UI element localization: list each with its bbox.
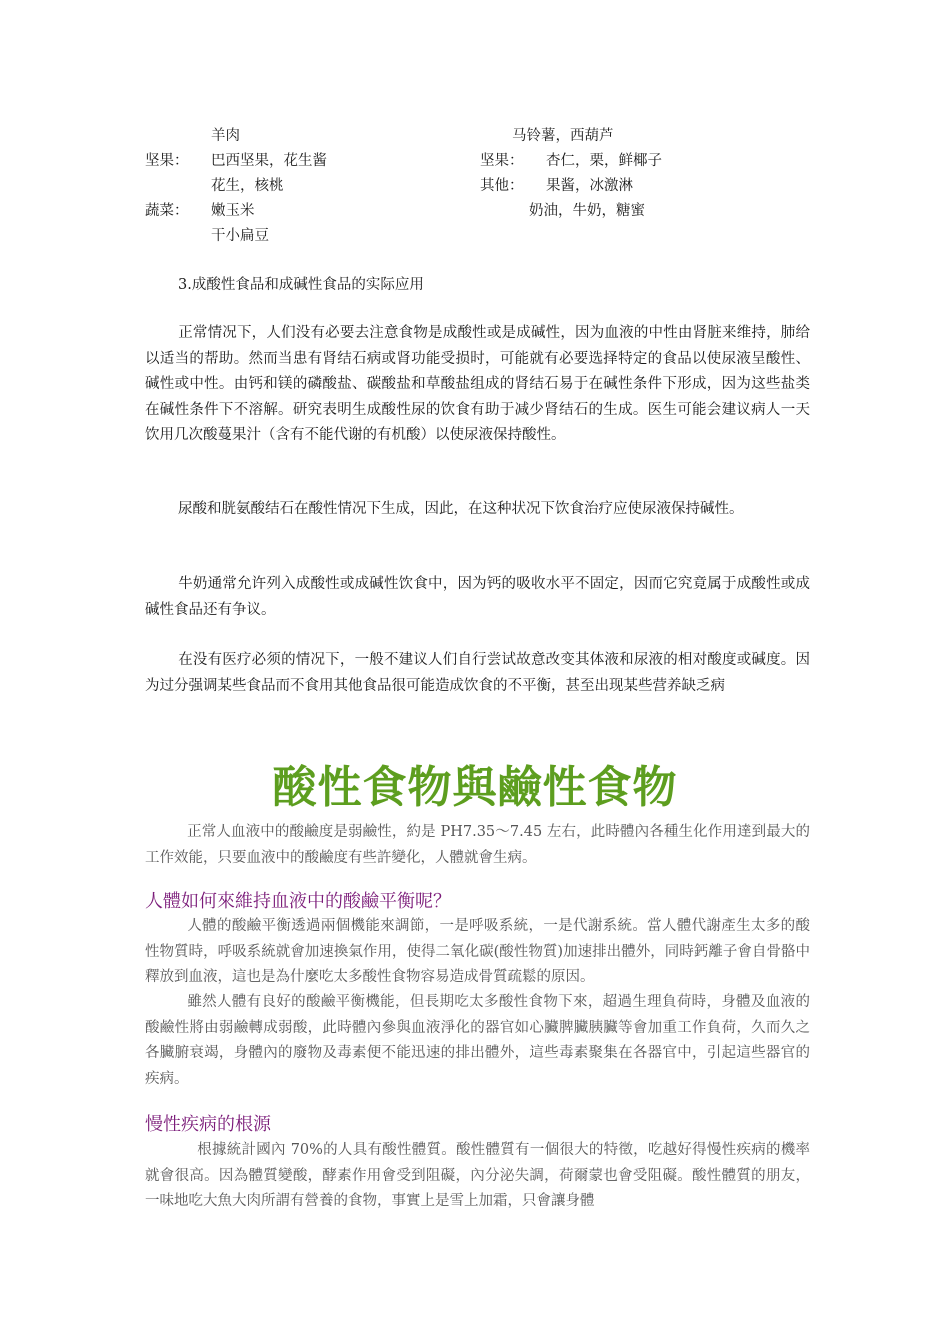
paragraph-text: 人體的酸鹼平衡透過兩個機能來調節，一是呼吸系統，一是代謝系統。當人體代謝產生太多的酸性物質時，呼吸系統就會加速換氣作用，使得二氧化碳(酸性物質)加速排出體外，同時鈣離子會自骨骼中釋放到血液，這也是為什麼吃太多酸性食物容易造成骨質疏鬆的原因。 [145,918,810,985]
subheading: 慢性疾病的根源 [145,1114,271,1135]
section-heading: 3.成酸性食品和成碱性食品的实际应用 [178,277,424,293]
paragraph [145,497,825,523]
food-item: 马铃薯，西葫芦 [512,128,614,144]
category-label: 坚果： [480,153,524,169]
paragraph [145,572,810,623]
paragraph-text: 牛奶通常允许列入成酸性或成碱性饮食中，因为钙的吸收水平不固定，因而它究竟属于成酸性或成碱性食品还有争议。 [145,576,810,618]
paragraph [145,990,810,1092]
food-item: 果酱，冰激淋 [546,178,633,194]
food-item: 巴西坚果，花生酱 [211,153,327,169]
category-label: 坚果： [145,153,189,169]
paragraph-text: 尿酸和胱氨酸结石在酸性情况下生成，因此，在这种状况下饮食治疗应使尿液保持碱性。 [178,501,744,517]
paragraph-text: 根據統計國內 70%的人具有酸性體質。酸性體質有一個很大的特徵，吃越好得慢性疾病的機率就會很高。因為體質變酸，酵素作用會受到阻礙，內分泌失調，荷爾蒙也會受阻礙。酸性體質的朋友，一味地吃大魚大肉所謂有營養的食物，事實上是雪上加霜，只會讓身體 [145,1142,810,1209]
food-item: 干小扁豆 [211,228,269,244]
paragraph [145,914,810,991]
category-label: 蔬菜： [145,203,189,219]
article-intro [145,820,810,871]
paragraph-text: 雖然人體有良好的酸鹼平衡機能，但長期吃太多酸性食物下來，超過生理負荷時，身體及血液的酸鹼性將由弱鹼轉成弱酸，此時體內參與血液淨化的器官如心臟脾臟胰臟等會加重工作負荷，久而久之各臟腑衰竭，身體內的廢物及毒素便不能迅速的排出體外，這些毒素聚集在各器官中，引起這些器官的疾病。 [145,994,810,1087]
article-title: 酸性食物與鹼性食物 [272,762,678,813]
paragraph-text: 在没有医疗必须的情况下，一般不建议人们自行尝试故意改变其体液和尿液的相对酸度或碱度。因为过分强调某些食品而不食用其他食品很可能造成饮食的不平衡，甚至出现某些营养缺乏病 [145,652,810,694]
food-item: 花生，核桃 [211,178,284,194]
food-item: 奶油，牛奶，糖蜜 [529,203,645,219]
paragraph-text: 正常情况下，人们没有必要去注意食物是成酸性或是成碱性，因为血液的中性由肾脏来维持，肺给以适当的帮助。然而当患有肾结石病或肾功能受损时，可能就有必要选择特定的食品以使尿液呈酸性、碱性或中性。由钙和镁的磷酸盐、碳酸盐和草酸盐组成的肾结石易于在碱性条件下形成，因为这些盐类在碱性条件下不溶解。研究表明生成酸性尿的饮食有助于减少肾结石的生成。医生可能会建议病人一天饮用几次酸蔓果汁（含有不能代谢的有机酸）以使尿液保持酸性。 [145,325,810,443]
food-item: 嫩玉米 [211,203,255,219]
paragraph-text: 正常人血液中的酸鹼度是弱鹼性，約是 PH7.35～7.45 左右，此時體內各種生化作用達到最大的工作效能，只要血液中的酸鹼度有些許變化，人體就會生病。 [145,824,810,866]
paragraph [145,648,810,699]
paragraph [145,1138,810,1215]
subheading: 人體如何來維持血液中的酸鹼平衡呢？ [145,891,451,912]
category-label: 其他： [480,178,524,194]
food-item: 杏仁，栗，鲜椰子 [546,153,662,169]
paragraph [145,321,810,449]
food-item: 羊肉 [211,128,240,144]
